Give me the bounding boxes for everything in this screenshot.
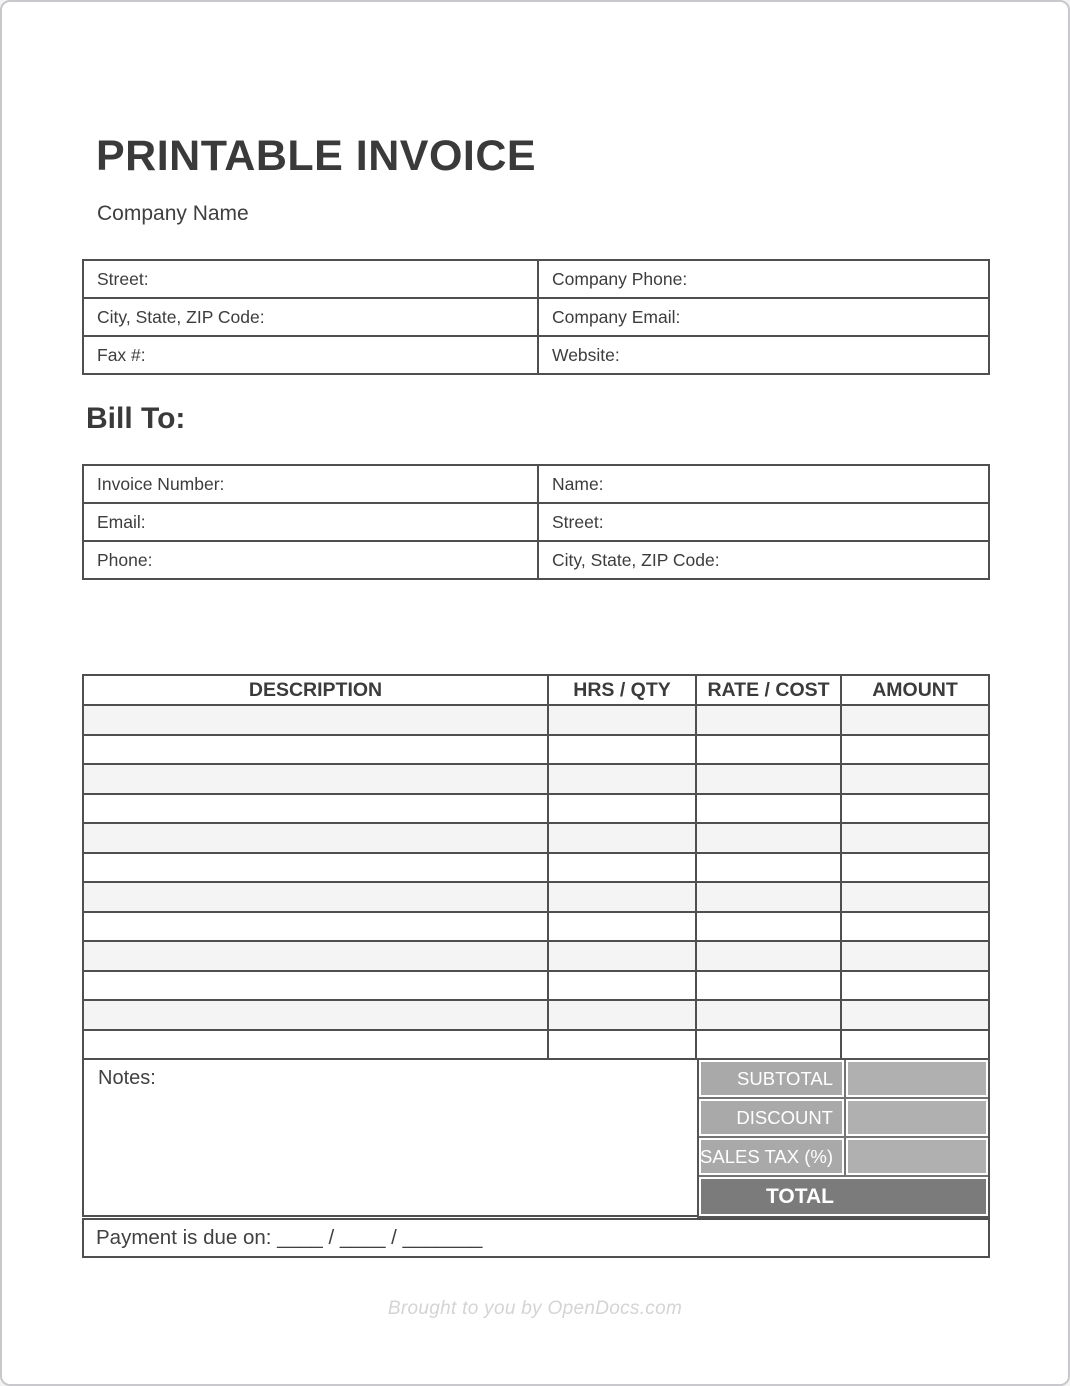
table-row: [84, 261, 988, 297]
items-row: [84, 854, 988, 882]
payment-due-text: Payment is due on: ____ / ____ / _______: [96, 1226, 483, 1249]
website-field: Website:: [539, 337, 988, 373]
items-row: [84, 736, 988, 764]
discount-value: [846, 1099, 988, 1136]
items-row: [84, 1031, 988, 1059]
column-header-rate-cost: RATE / COST: [697, 676, 840, 704]
items-cell: [697, 883, 840, 911]
items-cell: [842, 824, 988, 852]
notes-area: [82, 1058, 699, 1217]
items-row: [84, 972, 988, 1000]
items-cell: [84, 1031, 547, 1059]
items-cell: [549, 795, 695, 823]
table-row: [84, 466, 988, 502]
client-street-field: Street:: [539, 504, 988, 540]
items-cell: [842, 795, 988, 823]
items-row: [84, 765, 988, 793]
items-cell: [842, 736, 988, 764]
column-header-amount: AMOUNT: [842, 676, 988, 704]
items-cell: [697, 824, 840, 852]
table-row: [84, 542, 988, 578]
items-cell: [84, 913, 547, 941]
company-name: Company Name: [97, 202, 249, 225]
items-cell: [842, 854, 988, 882]
items-cell: [697, 854, 840, 882]
notes-label: Notes:: [98, 1067, 156, 1089]
items-cell: [842, 1001, 988, 1029]
items-row: [84, 942, 988, 970]
items-cell: [84, 765, 547, 793]
items-cell: [549, 736, 695, 764]
items-cell: [549, 972, 695, 1000]
sales-tax-value: [846, 1138, 988, 1175]
items-table-header: [84, 676, 988, 704]
items-cell: [84, 942, 547, 970]
items-cell: [549, 1031, 695, 1059]
name-field: Name:: [539, 466, 988, 502]
company-phone-field: Company Phone:: [539, 261, 988, 297]
bill-to-heading: Bill To:: [86, 402, 186, 435]
column-header-description: DESCRIPTION: [84, 676, 547, 704]
items-cell: [84, 824, 547, 852]
items-cell: [697, 795, 840, 823]
bill-to-table: [82, 464, 990, 580]
total-row: TOTAL: [699, 1177, 988, 1216]
items-cell: [842, 883, 988, 911]
subtotal-label: SUBTOTAL: [699, 1060, 844, 1097]
client-city-state-zip-field: City, State, ZIP Code:: [539, 542, 988, 578]
items-cell: [549, 883, 695, 911]
fax-field: Fax #:: [84, 337, 537, 373]
street-field: Street:: [84, 261, 537, 297]
company-email-field: Company Email:: [539, 299, 988, 335]
subtotal-value: [846, 1060, 988, 1097]
items-row: [84, 1001, 988, 1029]
summary-table: [697, 1058, 990, 1218]
items-cell: [697, 706, 840, 734]
payment-due-row: [82, 1218, 990, 1258]
page-title: PRINTABLE INVOICE: [96, 132, 537, 180]
subtotal-row: [699, 1060, 988, 1097]
items-cell: [697, 913, 840, 941]
column-header-hrs-qty: HRS / QTY: [549, 676, 695, 704]
items-row: [84, 706, 988, 734]
city-state-zip-field: City, State, ZIP Code:: [84, 299, 537, 335]
company-info-table: [82, 259, 990, 375]
items-cell: [549, 706, 695, 734]
items-cell: [84, 795, 547, 823]
items-cell: [549, 824, 695, 852]
items-cell: [842, 913, 988, 941]
sales-tax-label: SALES TAX (%): [699, 1138, 844, 1175]
items-cell: [549, 913, 695, 941]
items-row: [84, 824, 988, 852]
table-row: [84, 337, 988, 373]
items-row: [84, 795, 988, 823]
footer-credit: Brought to you by OpenDocs.com: [387, 1298, 683, 1319]
line-items-table: [82, 674, 990, 1060]
items-cell: [549, 765, 695, 793]
items-cell: [842, 1031, 988, 1059]
items-cell: [549, 942, 695, 970]
items-cell: [842, 972, 988, 1000]
items-cell: [697, 765, 840, 793]
items-cell: [84, 736, 547, 764]
items-cell: [549, 854, 695, 882]
items-cell: [84, 883, 547, 911]
table-row: [84, 299, 988, 335]
items-cell: [697, 1001, 840, 1029]
sales-tax-row: [699, 1138, 988, 1175]
items-cell: [697, 1031, 840, 1059]
discount-row: [699, 1099, 988, 1136]
items-cell: [84, 706, 547, 734]
items-cell: [697, 942, 840, 970]
items-cell: [842, 765, 988, 793]
items-row: [84, 913, 988, 941]
discount-label: DISCOUNT: [699, 1099, 844, 1136]
items-cell: [842, 706, 988, 734]
items-cell: [84, 1001, 547, 1029]
items-row: [84, 883, 988, 911]
invoice-number-field: Invoice Number:: [84, 466, 537, 502]
items-cell: [84, 972, 547, 1000]
table-row: [84, 504, 988, 540]
items-cell: [84, 854, 547, 882]
email-field: Email:: [84, 504, 537, 540]
phone-field: Phone:: [84, 542, 537, 578]
items-table-body: [84, 706, 988, 1058]
items-cell: [549, 1001, 695, 1029]
items-cell: [842, 942, 988, 970]
items-cell: [697, 972, 840, 1000]
items-cell: [697, 736, 840, 764]
